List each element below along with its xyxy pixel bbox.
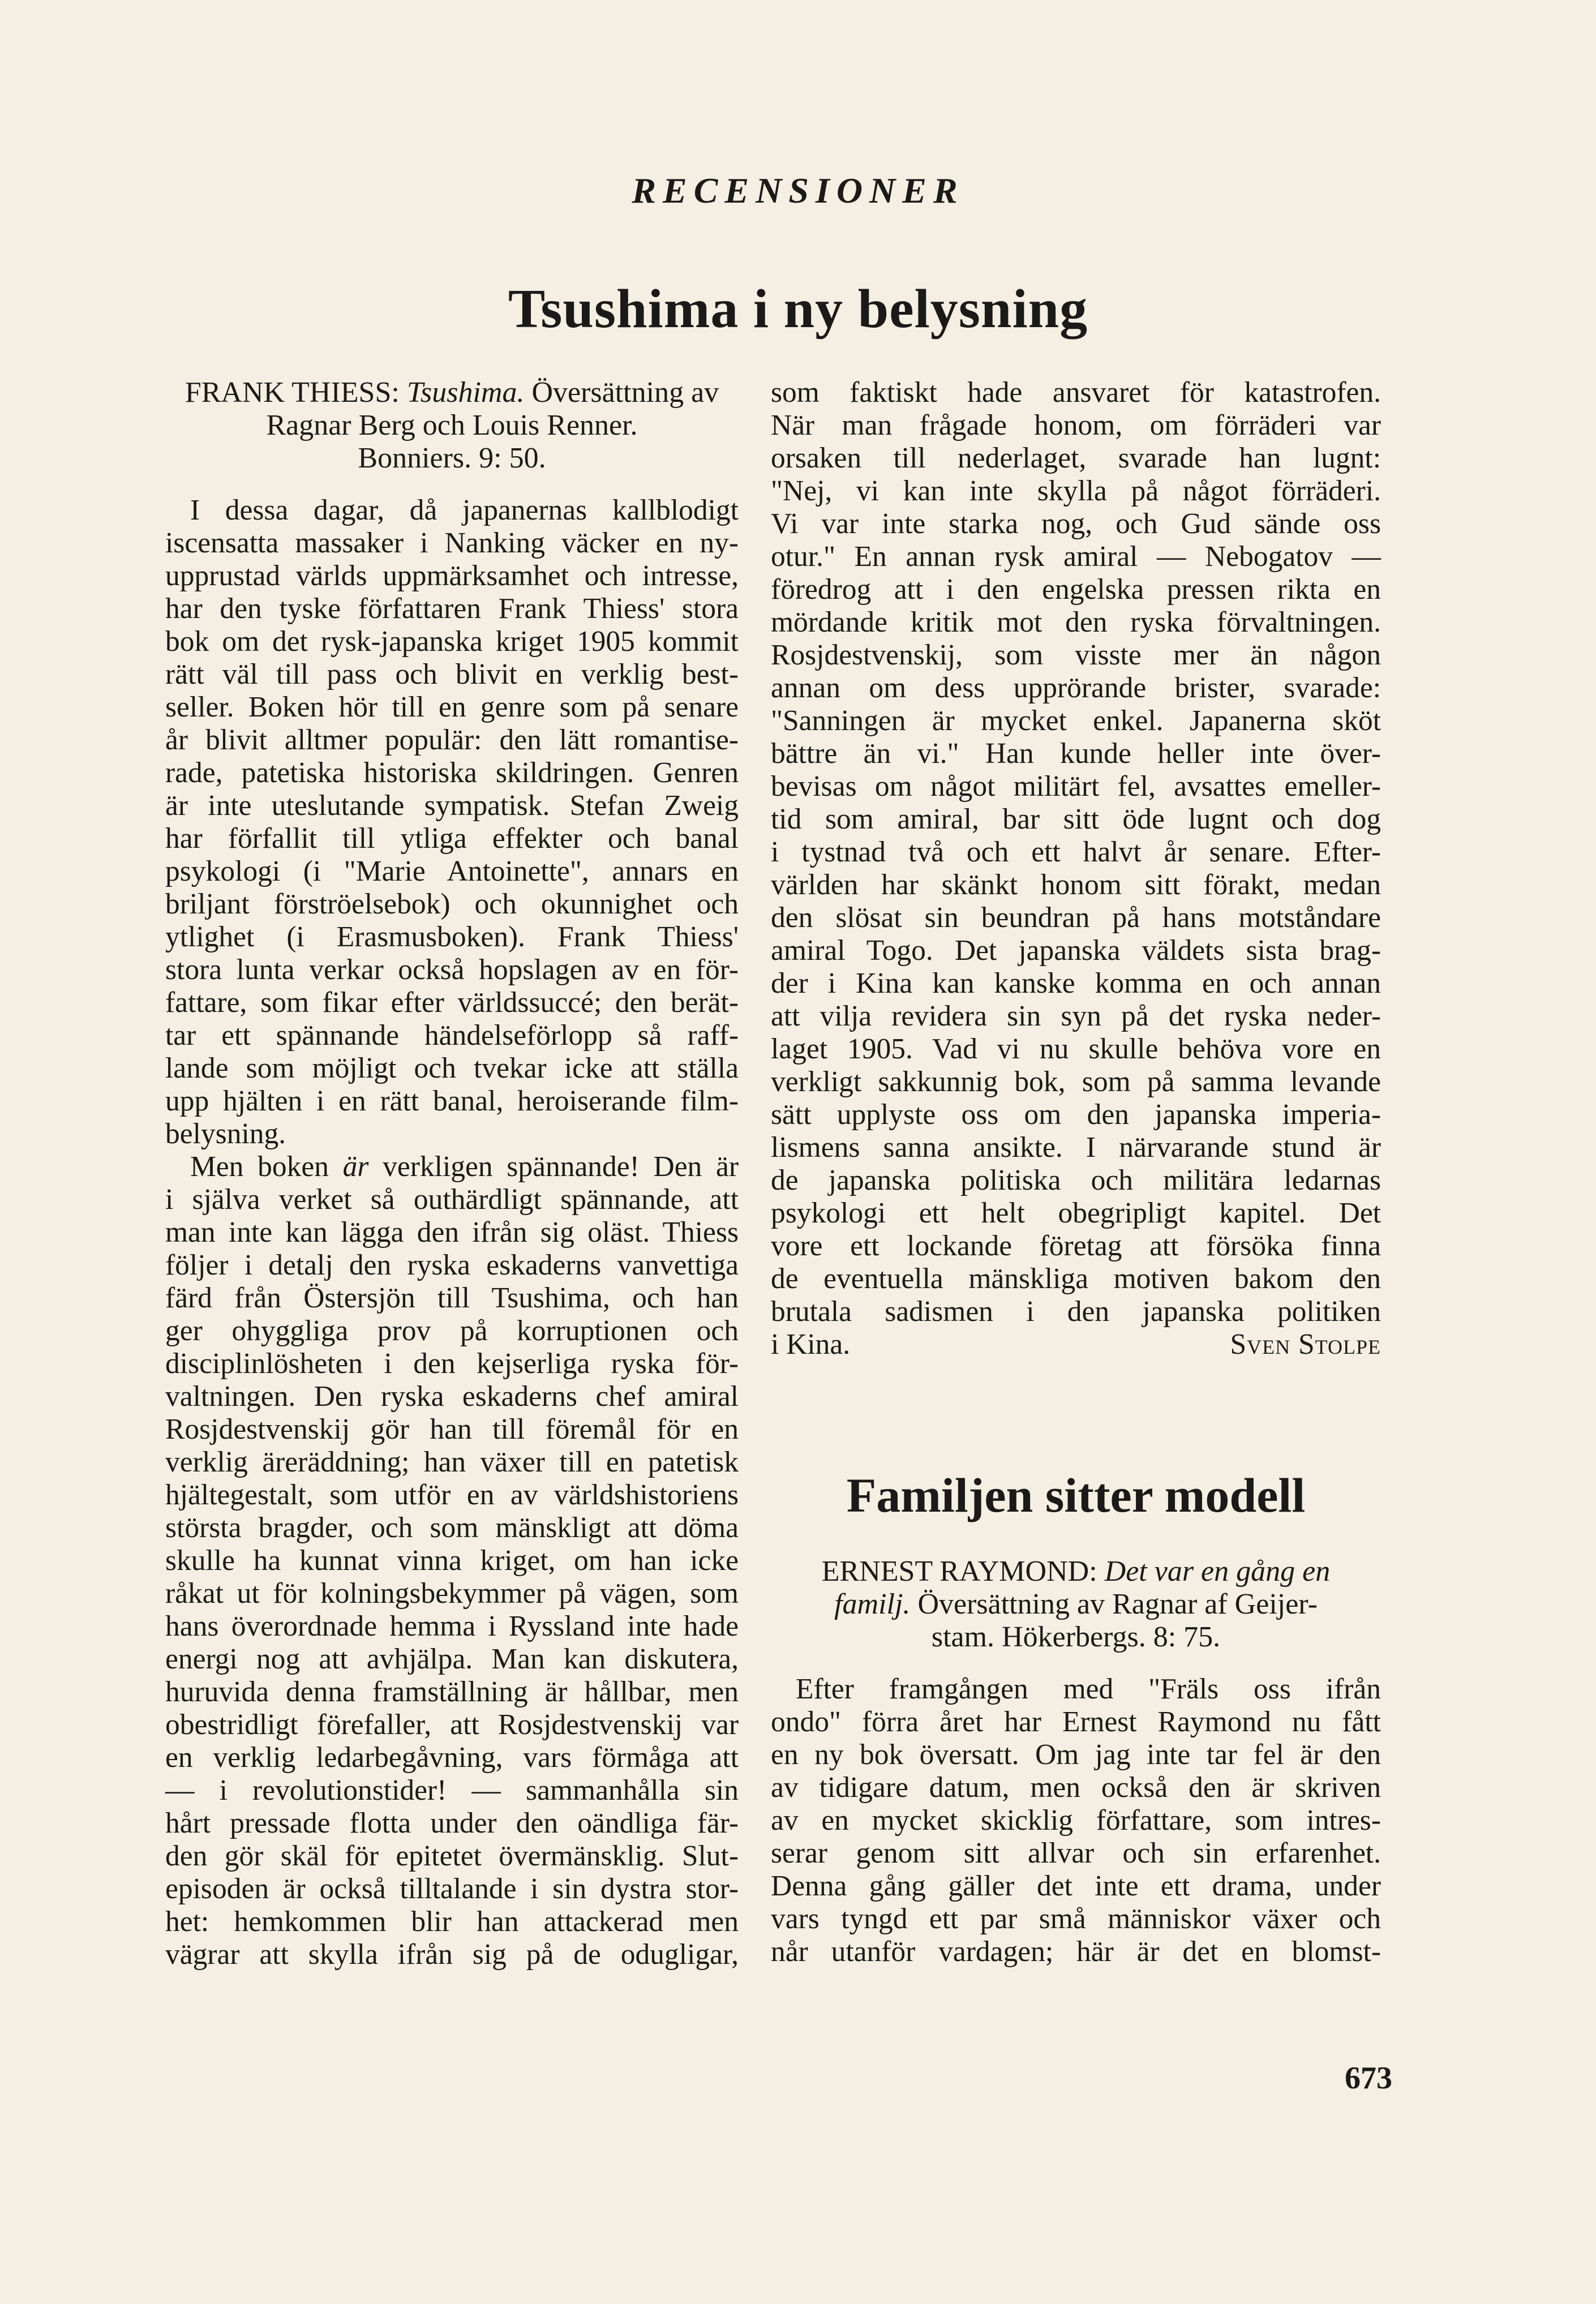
biblio-translation: Översättning av — [531, 376, 719, 409]
paragraph — [771, 376, 1381, 1361]
text-line: När man frågade honom, om förräderi var — [771, 409, 1381, 441]
text-line: amiral Togo. Det japanska väldets sista brag- — [771, 934, 1381, 967]
text-line: de eventuella mänskliga motiven bakom den — [771, 1263, 1381, 1295]
text-line: sätt upplyste oss om den japanska imperia- — [771, 1099, 1381, 1131]
second-article-body — [771, 1555, 1381, 1968]
book-title: Tsushima. — [406, 376, 525, 409]
text-line: ytlighet (i Erasmusboken). Frank Thiess' — [165, 921, 739, 953]
text-line: en verklig ledarbegåvning, vars förmåga att — [165, 1741, 739, 1774]
text-line: i tystnad två och ett halvt år senare. Efter- — [771, 836, 1381, 868]
text-line: episoden är också tilltalande i sin dystra stor- — [165, 1873, 739, 1905]
text-line: "Sanningen är mycket enkel. Japanerna sköt — [771, 705, 1381, 737]
text-line: seller. Boken hör till en genre som på senare — [165, 691, 739, 723]
text-line: lande som möjligt och tvekar icke att ställa — [165, 1052, 739, 1084]
book-title: familj. — [834, 1588, 911, 1620]
text-line: vägrar att skylla ifrån sig på de odugligar, — [165, 1938, 739, 1971]
text-line: ondo" förra året har Ernest Raymond nu fått — [771, 1706, 1381, 1738]
running-head: RECENSIONER — [632, 170, 964, 211]
article-title: Familjen sitter modell — [846, 1468, 1306, 1522]
text-line: en ny bok översatt. Om jag inte tar fel är den — [771, 1739, 1381, 1771]
text-line: ger ohyggliga prov på korruptionen och — [165, 1315, 739, 1347]
text-line: de japanska politiska och militära ledarnas — [771, 1164, 1381, 1196]
text-line: psykologi (i "Marie Antoinette", annars en — [165, 855, 739, 887]
text-line: vars tyngd ett par små människor växer och — [771, 1903, 1381, 1935]
text-line: het: hemkommen blir han attackerad men — [165, 1906, 739, 1938]
text-line: mördande kritik mot den ryska förvaltningen. — [771, 606, 1381, 638]
text-line: har den tyske författaren Frank Thiess' stora — [165, 593, 739, 625]
text-line: annan om dess upprörande brister, svarade: — [771, 672, 1381, 704]
text-line: största bragder, och som mänskligt att döma — [165, 1512, 739, 1544]
text-line: energi nog att avhjälpa. Man kan diskutera, — [165, 1643, 739, 1675]
book-author: ERNEST RAYMOND: — [821, 1555, 1097, 1588]
text-line: bättre än vi." Han kunde heller inte över- — [771, 737, 1381, 770]
text-line: föredrog att i den engelska pressen rikta en — [771, 573, 1381, 606]
text-line: upprustad världs uppmärksamhet och intresse, — [165, 560, 739, 592]
text-line: som faktiskt hade ansvaret för katastrofen. — [771, 376, 1381, 409]
closing-line — [771, 1328, 1381, 1361]
text-line: att vilja revidera sin syn på det ryska neder- — [771, 1000, 1381, 1032]
text-line: disciplinlösheten i den kejserliga ryska för- — [165, 1348, 739, 1380]
paragraph — [771, 1673, 1381, 1968]
bibliographic-note — [165, 376, 739, 475]
text-line: der i Kina kan kanske komma en och annan — [771, 967, 1381, 999]
page-number: 673 — [1345, 2061, 1392, 2096]
bibliographic-note — [771, 1555, 1381, 1654]
text-line: "Nej, vi kan inte skylla på något förräderi. — [771, 475, 1381, 507]
book-title: Det var en gång en — [1104, 1555, 1331, 1588]
text-line: världen har skänkt honom sitt förakt, medan — [771, 869, 1381, 901]
text-line: Rosjdestvenskij, som visste mer än någon — [771, 639, 1381, 671]
text-line: verklig äreräddning; han växer till en patetisk — [165, 1446, 739, 1478]
paragraph — [165, 1151, 739, 1971]
text-line: råkat ut för kolningsbekymmer på vägen, som — [165, 1577, 739, 1610]
text-line: — i revolutionstider! — sammanhålla sin — [165, 1774, 739, 1807]
text-line: verkligt sakkunnig bok, som på samma levande — [771, 1066, 1381, 1098]
text-line: tar ett spännande händelseförlopp så raff- — [165, 1019, 739, 1052]
book-author: FRANK THIESS: — [185, 376, 400, 409]
text-line: hjältegestalt, som utför en av världshistoriens — [165, 1479, 739, 1511]
text-line: bok om det rysk-japanska kriget 1905 kommit — [165, 625, 739, 658]
text-line: bevisas om något militärt fel, avsattes emeller- — [771, 770, 1381, 803]
text-line: laget 1905. Vad vi nu skulle behöva vore en — [771, 1033, 1381, 1065]
biblio-translation: Översättning av Ragnar af Geijer- — [917, 1588, 1318, 1620]
text-line: Efter framgången med "Fräls oss ifrån — [796, 1673, 1381, 1705]
biblio-line — [165, 376, 739, 409]
text-line: rätt väl till pass och blivit en verklig best- — [165, 658, 739, 690]
text-line: belysning. — [165, 1118, 286, 1150]
text-line: i Kina. — [771, 1328, 851, 1361]
text-line: Men boken är verkligen spännande! Den är — [190, 1151, 739, 1183]
text-line: rade, patetiska historiska skildringen. Genren — [165, 757, 739, 789]
text-line: når utanför vardagen; här är det en blomst- — [771, 1936, 1381, 1968]
biblio-line — [771, 1588, 1381, 1621]
text-line: valtningen. Den ryska eskaderns chef amiral — [165, 1380, 739, 1413]
text-line: den gör skäl för epitetet övermänsklig. Slut- — [165, 1840, 739, 1872]
text-line: briljant förströelsebok) och okunnighet och — [165, 888, 739, 920]
text-line: av en mycket skicklig författare, som intres- — [771, 1804, 1381, 1837]
text-line: Vi var inte starka nog, och Gud sände oss — [771, 508, 1381, 540]
text-line: man inte kan lägga den ifrån sig oläst. Thiess — [165, 1216, 739, 1248]
text-line: otur." En annan rysk amiral — Nebogatov — — [771, 540, 1381, 573]
text-line: vore ett lockande företag att försöka finna — [771, 1230, 1381, 1262]
left-column — [165, 376, 739, 1971]
text-line: psykologi ett helt obegripligt kapitel. Det — [771, 1197, 1381, 1229]
text-line: stora lunta verkar också hopslagen av en för- — [165, 954, 739, 986]
text-line: i själva verket så outhärdligt spännande, att — [165, 1183, 739, 1216]
text-line: följer i detalj den ryska eskaderns vanvettiga — [165, 1249, 739, 1281]
text-line: hårt pressade flotta under den oändliga fär- — [165, 1807, 739, 1839]
right-column — [771, 376, 1381, 1361]
biblio-line: Ragnar Berg och Louis Renner. — [266, 409, 638, 441]
text-line: brutala sadismen i den japanska politiken — [771, 1295, 1381, 1328]
text-line: fattare, som fikar efter världssuccé; den berät- — [165, 986, 739, 1019]
text-line: den slösat sin beundran på hans motståndare — [771, 902, 1381, 934]
article-title: Tsushima i ny belysning — [508, 278, 1088, 340]
text-line: upp hjälten i en rätt banal, heroiserande film- — [165, 1085, 739, 1117]
text-line: huruvida denna framställning är hållbar, men — [165, 1676, 739, 1708]
text-line: Rosjdestvenskij gör han till föremål för en — [165, 1413, 739, 1445]
text-line: tid som amiral, bar sitt öde lugnt och dog — [771, 803, 1381, 835]
text-line: serar genom sitt allvar och sin erfarenhet. — [771, 1837, 1381, 1869]
text-line: har förfallit till ytliga effekter och banal — [165, 822, 739, 855]
text-line: färd från Östersjön till Tsushima, och han — [165, 1282, 739, 1314]
text-line: obestridligt förefaller, att Rosjdestvenskij var — [165, 1709, 739, 1741]
biblio-line: Bonniers. 9: 50. — [358, 442, 546, 474]
text-line: år blivit alltmer populär: den lätt romantise- — [165, 724, 739, 756]
text-line: lismens sanna ansikte. I närvarande stund är — [771, 1131, 1381, 1164]
text-line: orsaken till nederlaget, svarade han lugnt: — [771, 442, 1381, 474]
text-line: är inte uteslutande sympatisk. Stefan Zweig — [165, 790, 739, 822]
biblio-line — [771, 1555, 1381, 1588]
text-line: Denna gång gäller det inte ett drama, under — [771, 1870, 1381, 1902]
text-line: iscensatta massaker i Nanking väcker en ny- — [165, 527, 739, 559]
paragraph — [165, 494, 739, 1151]
text-line: I dessa dagar, då japanernas kallblodigt — [190, 494, 739, 526]
text-line: skulle ha kunnat vinna kriget, om han icke — [165, 1544, 739, 1577]
text-line: av tidigare datum, men också den är skriven — [771, 1771, 1381, 1804]
biblio-line: stam. Hökerbergs. 8: 75. — [931, 1621, 1221, 1653]
text-line: hans överordnade hemma i Ryssland inte hade — [165, 1610, 739, 1642]
reviewer-signature: Sven Stolpe — [1230, 1328, 1381, 1361]
